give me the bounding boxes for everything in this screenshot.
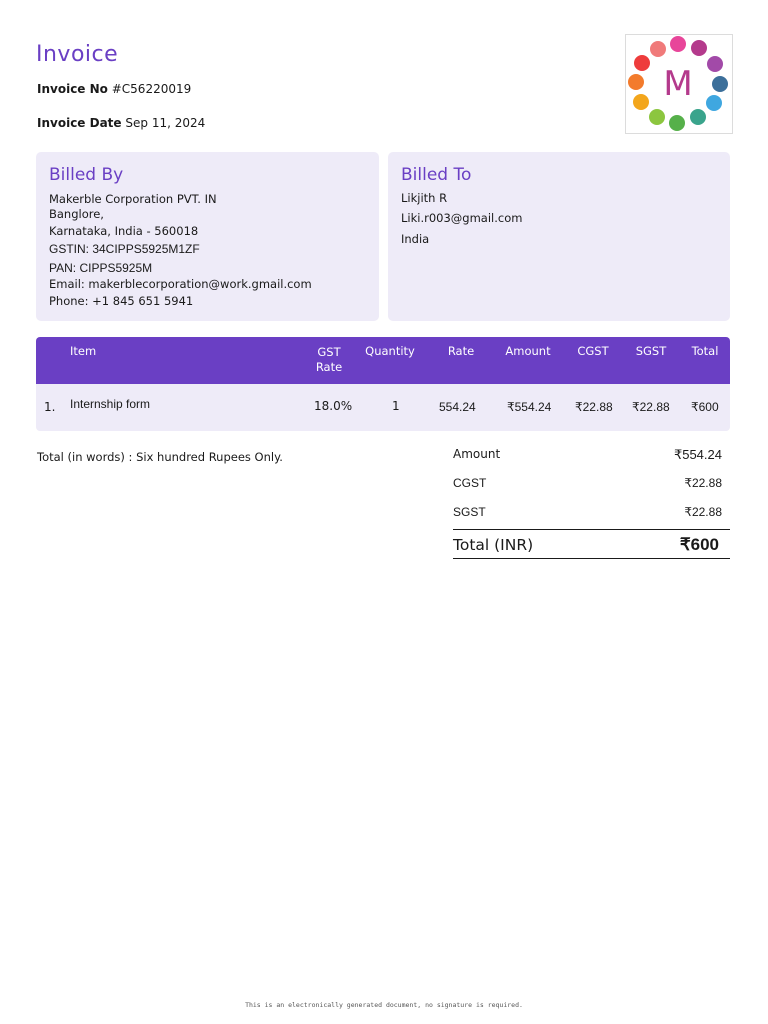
billed-by-heading: Billed By — [49, 165, 124, 185]
invoice-date-label: Invoice Date — [37, 116, 122, 130]
row-item: Internship form — [70, 397, 151, 411]
invoice-date — [37, 116, 205, 130]
row-gst-rate: 18.0% — [314, 399, 353, 413]
summary-cgst-value: ₹22.88 — [684, 476, 722, 490]
billed-to-email: Liki.r003@gmail.com — [401, 211, 523, 225]
billed-by-phone: Phone: +1 845 651 5941 — [49, 294, 194, 308]
row-index: 1. — [44, 400, 56, 414]
flower-dots-logo-icon — [626, 35, 732, 133]
invoice-title: Invoice — [36, 42, 119, 67]
row-quantity: 1 — [392, 399, 400, 413]
invoice-number — [37, 82, 191, 96]
col-gst-rate — [308, 345, 350, 375]
billed-by-gstin: GSTIN: 34CIPPS5925M1ZF — [49, 242, 200, 256]
col-gst-rate-line1: GST — [317, 345, 341, 359]
billed-to-card — [388, 152, 730, 321]
company-logo — [625, 34, 733, 134]
invoice-number-label: Invoice No — [37, 82, 108, 96]
summary-amount-label: Amount — [453, 447, 501, 461]
billed-by-address-1: Banglore, — [49, 207, 104, 221]
footer-note: This is an electronically generated document, no signature is required. — [245, 1001, 523, 1009]
billed-by-email: Email: makerblecorporation@work.gmail.com — [49, 277, 312, 291]
col-amount: Amount — [505, 344, 551, 358]
billed-by-pan: PAN: CIPPS5925M — [49, 261, 153, 275]
col-cgst: CGST — [577, 344, 609, 358]
summary-sgst-label: SGST — [453, 505, 486, 519]
total-in-words: Total (in words) : Six hundred Rupees Only. — [37, 450, 283, 464]
row-rate: 554.24 — [439, 400, 476, 414]
summary-amount-value: ₹554.24 — [673, 447, 722, 462]
billed-to-heading: Billed To — [401, 165, 472, 185]
summary-sgst-value: ₹22.88 — [684, 505, 722, 519]
billed-by-name: Makerble Corporation PVT. IN — [49, 192, 217, 206]
col-sgst: SGST — [635, 344, 667, 358]
billed-to-name: Likjith R — [401, 191, 448, 205]
billed-by-address-2: Karnataka, India - 560018 — [49, 224, 199, 238]
invoice-number-value: #C56220019 — [111, 82, 192, 96]
col-total: Total — [691, 344, 719, 358]
col-rate: Rate — [447, 344, 475, 358]
row-amount: ₹554.24 — [507, 400, 552, 414]
col-gst-rate-line2: Rate — [315, 360, 343, 374]
col-item: Item — [70, 344, 97, 358]
summary-total — [453, 529, 730, 559]
row-sgst: ₹22.88 — [632, 400, 670, 414]
table-row — [36, 384, 730, 431]
col-quantity: Quantity — [365, 344, 415, 358]
logo-letter: M — [663, 64, 693, 104]
summary-total-label: Total (INR) — [453, 536, 534, 554]
row-cgst: ₹22.88 — [575, 400, 613, 414]
summary-cgst-label: CGST — [453, 476, 487, 490]
invoice-date-value: Sep 11, 2024 — [125, 116, 206, 130]
billed-by-card — [36, 152, 379, 321]
summary-total-value: ₹600 — [679, 535, 719, 554]
row-total: ₹600 — [691, 400, 719, 414]
billed-to-country: India — [401, 232, 430, 246]
items-table-header — [36, 337, 730, 384]
